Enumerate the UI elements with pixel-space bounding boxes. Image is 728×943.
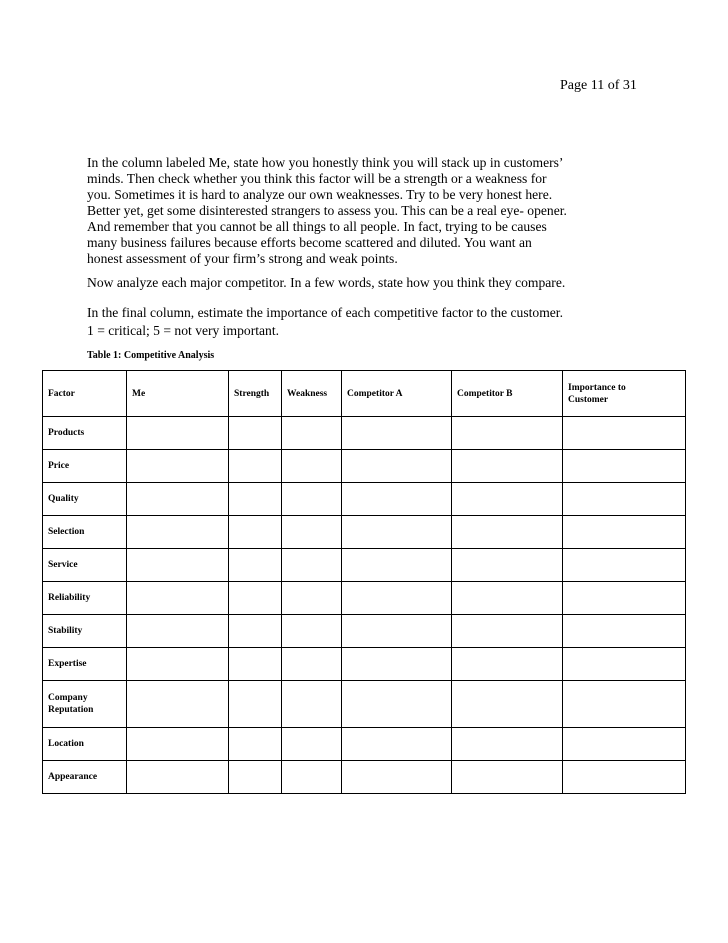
strength-cell[interactable] [229, 549, 282, 582]
header-importance-line: Importance to [568, 382, 626, 393]
factor-label: Stability [48, 626, 83, 636]
text-line: Better yet, get some disinterested strangers to assess you. This can be a real eye- opener. [87, 203, 567, 218]
text-line: In the column labeled Me, state how you honestly think you will stack up in customers’ [87, 155, 564, 170]
page-number: Page 11 of 31 [560, 78, 637, 93]
intro-paragraph-3 [87, 305, 647, 339]
text-line: And remember that you cannot be all things to all people. In fact, trying to be causes [87, 219, 547, 234]
factor-label: Service [48, 560, 78, 570]
header-competitor-a: Competitor A [342, 371, 452, 417]
me-cell[interactable] [127, 681, 229, 728]
me-cell[interactable] [127, 615, 229, 648]
competitor-a-cell[interactable] [342, 417, 452, 450]
importance-cell[interactable] [563, 681, 686, 728]
text-line: 1 = critical; 5 = not very important. [87, 323, 280, 338]
header-competitor-b: Competitor B [452, 371, 563, 417]
me-cell[interactable] [127, 483, 229, 516]
weakness-cell[interactable] [282, 681, 342, 728]
me-cell[interactable] [127, 728, 229, 761]
competitor-a-cell[interactable] [342, 615, 452, 648]
factor-cell [43, 483, 127, 516]
me-cell[interactable] [127, 761, 229, 794]
factor-cell [43, 681, 127, 728]
importance-cell[interactable] [563, 582, 686, 615]
competitor-a-cell[interactable] [342, 450, 452, 483]
weakness-cell[interactable] [282, 483, 342, 516]
me-cell[interactable] [127, 582, 229, 615]
table-row [43, 417, 686, 450]
factor-cell [43, 761, 127, 794]
importance-cell[interactable] [563, 417, 686, 450]
weakness-cell[interactable] [282, 761, 342, 794]
competitor-b-cell[interactable] [452, 681, 563, 728]
factor-label: Selection [48, 527, 85, 537]
strength-cell[interactable] [229, 450, 282, 483]
strength-cell[interactable] [229, 761, 282, 794]
competitor-b-cell[interactable] [452, 728, 563, 761]
factor-cell [43, 582, 127, 615]
competitor-b-cell[interactable] [452, 549, 563, 582]
table-row [43, 681, 686, 728]
strength-cell[interactable] [229, 582, 282, 615]
text-line: honest assessment of your firm’s strong and weak points. [87, 251, 398, 266]
competitor-b-cell[interactable] [452, 761, 563, 794]
table-row [43, 761, 686, 794]
competitor-a-cell[interactable] [342, 582, 452, 615]
factor-label: Expertise [48, 659, 87, 669]
table-row [43, 582, 686, 615]
me-cell[interactable] [127, 549, 229, 582]
weakness-cell[interactable] [282, 728, 342, 761]
factor-label: Appearance [48, 772, 98, 782]
weakness-cell[interactable] [282, 549, 342, 582]
strength-cell[interactable] [229, 516, 282, 549]
competitor-b-cell[interactable] [452, 450, 563, 483]
header-weakness: Weakness [282, 371, 342, 417]
competitor-b-cell[interactable] [452, 615, 563, 648]
competitive-analysis-table [42, 370, 686, 794]
competitor-a-cell[interactable] [342, 681, 452, 728]
table-row [43, 549, 686, 582]
table-row [43, 615, 686, 648]
factor-label: Reputation [48, 705, 94, 715]
me-cell[interactable] [127, 516, 229, 549]
factor-label: Location [48, 739, 84, 749]
factor-label: Price [48, 461, 70, 471]
factor-label: Reliability [48, 593, 91, 603]
competitor-a-cell[interactable] [342, 516, 452, 549]
intro-paragraph-2: Now analyze each major competitor. In a few words, state how you think they compare. [87, 275, 566, 290]
factor-cell [43, 516, 127, 549]
competitor-b-cell[interactable] [452, 516, 563, 549]
factor-label: Products [48, 428, 85, 438]
header-strength: Strength [229, 371, 282, 417]
weakness-cell[interactable] [282, 450, 342, 483]
competitor-b-cell[interactable] [452, 483, 563, 516]
me-cell[interactable] [127, 648, 229, 681]
weakness-cell[interactable] [282, 615, 342, 648]
weakness-cell[interactable] [282, 582, 342, 615]
weakness-cell[interactable] [282, 648, 342, 681]
header-factor: Factor [43, 371, 127, 417]
me-cell[interactable] [127, 450, 229, 483]
table-header-row [43, 371, 686, 417]
table-row [43, 483, 686, 516]
text-line: you. Sometimes it is hard to analyze our own weaknesses. Try to be very honest here. [87, 187, 553, 202]
weakness-cell[interactable] [282, 516, 342, 549]
table-row [43, 450, 686, 483]
importance-cell[interactable] [563, 648, 686, 681]
factor-cell [43, 549, 127, 582]
factor-label: Company [48, 693, 88, 703]
competitor-a-cell[interactable] [342, 728, 452, 761]
weakness-cell[interactable] [282, 417, 342, 450]
factor-cell [43, 728, 127, 761]
strength-cell[interactable] [229, 615, 282, 648]
factor-cell [43, 648, 127, 681]
competitor-b-cell[interactable] [452, 417, 563, 450]
header-importance [563, 371, 686, 417]
me-cell[interactable] [127, 417, 229, 450]
strength-cell[interactable] [229, 483, 282, 516]
competitor-a-cell[interactable] [342, 761, 452, 794]
strength-cell[interactable] [229, 417, 282, 450]
competitor-b-cell[interactable] [452, 582, 563, 615]
strength-cell[interactable] [229, 728, 282, 761]
factor-cell [43, 417, 127, 450]
competitor-a-cell[interactable] [342, 483, 452, 516]
importance-cell[interactable] [563, 615, 686, 648]
intro-paragraph-1 [87, 155, 647, 267]
factor-label: Quality [48, 494, 79, 504]
text-line: many business failures because efforts become scattered and diluted. You want an [87, 235, 532, 250]
competitor-a-cell[interactable] [342, 648, 452, 681]
importance-cell[interactable] [563, 450, 686, 483]
strength-cell[interactable] [229, 681, 282, 728]
text-line: minds. Then check whether you think this factor will be a strength or a weakness for [87, 171, 547, 186]
strength-cell[interactable] [229, 648, 282, 681]
table-row [43, 728, 686, 761]
importance-cell[interactable] [563, 761, 686, 794]
importance-cell[interactable] [563, 483, 686, 516]
importance-cell[interactable] [563, 516, 686, 549]
table-row [43, 516, 686, 549]
factor-cell [43, 615, 127, 648]
text-line: In the final column, estimate the importance of each competitive factor to the customer. [87, 305, 563, 320]
competitor-a-cell[interactable] [342, 549, 452, 582]
header-me: Me [127, 371, 229, 417]
table-row [43, 648, 686, 681]
table-caption: Table 1: Competitive Analysis [87, 350, 215, 361]
importance-cell[interactable] [563, 549, 686, 582]
importance-cell[interactable] [563, 728, 686, 761]
header-importance-line: Customer [568, 394, 609, 405]
factor-cell [43, 450, 127, 483]
competitor-b-cell[interactable] [452, 648, 563, 681]
